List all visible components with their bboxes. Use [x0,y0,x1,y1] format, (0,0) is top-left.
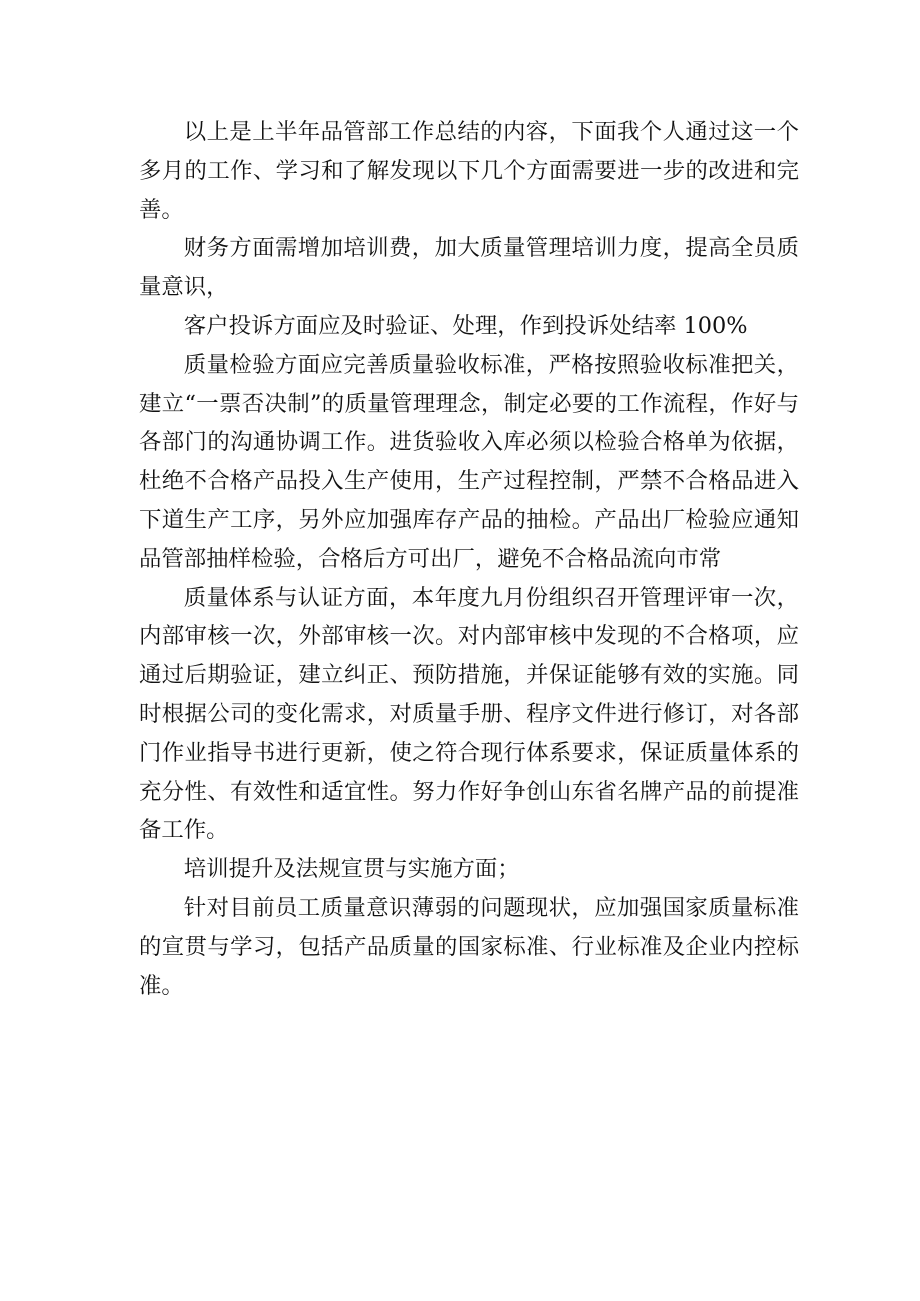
paragraph-quality-system: 质量体系与认证方面，本年度九月份组织召开管理评审一次，内部审核一次，外部审核一次。对内部审核中发现的不合格项，应通过后期验证，建立纠正、预防措施，并保证能够有效的实施。同时根据公司的变化需求，对质量手册、程序文件进行修订，对各部门作业指导书进行更新，使之符合现行体系要求，保证质量体系的充分性、有效性和适宜性。努力作好争创山东省名牌产品的前提准备工作。 [139,584,799,844]
document-body [139,113,799,1005]
paragraph-summary-intro: 以上是上半年品管部工作总结的内容，下面我个人通过这一个多月的工作、学习和了解发现以下几个方面需要进一步的改进和完善。 [139,119,799,223]
paragraph-training-heading: 培训提升及法规宣贯与实施方面； [183,856,520,883]
paragraph-finance: 财务方面需增加培训费，加大质量管理培训力度，提高全员质量意识， [139,235,799,301]
paragraph-training-detail: 针对目前员工质量意识薄弱的问题现状，应加强国家质量标准的宣贯与学习，包括产品质量的国家标准、行业标准及企业内控标准。 [139,894,799,999]
paragraph-quality-inspection: 质量检验方面应完善质量验收标准，严格按照验收标准把关，建立“一票否决制”的质量管理理念，制定必要的工作流程，作好与各部门的沟通协调工作。进货验收入库必须以检验合格单为依据，杜绝不合格产品投入生产使用，生产过程控制，严禁不合格品进入下道生产工序，另外应加强库存产品的抽检。产品出厂检验应通知品管部抽样检验，合格后方可出厂，避免不合格品流向市常 [139,351,799,572]
paragraph-customer-complaints: 客户投诉方面应及时验证、处理，作到投诉处结率 100% [183,312,748,339]
